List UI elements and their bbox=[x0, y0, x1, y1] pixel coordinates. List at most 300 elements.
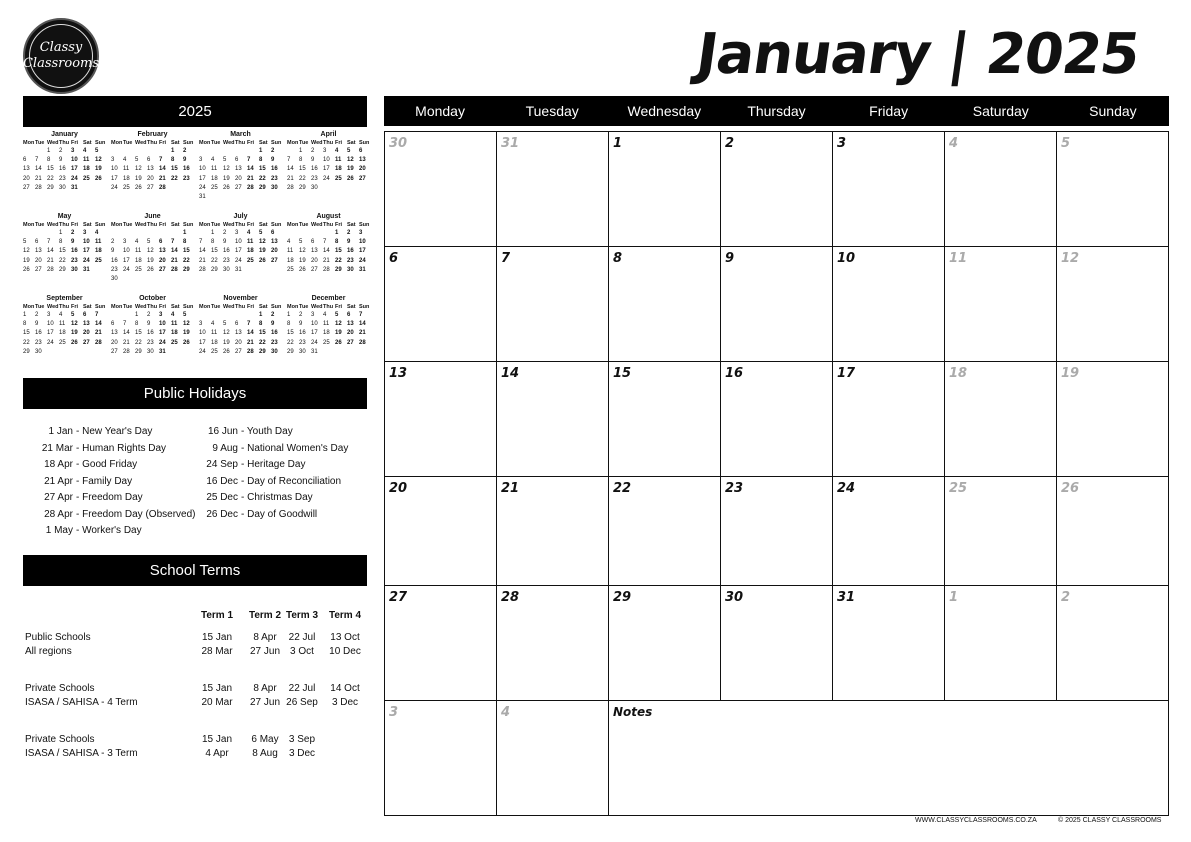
day-cell bbox=[1057, 362, 1168, 477]
mini-day-header: Sat bbox=[83, 222, 92, 228]
mini-day-header: Sat bbox=[347, 222, 356, 228]
mini-date: 16 bbox=[147, 330, 154, 337]
mini-date: 30 bbox=[111, 275, 118, 282]
holiday-name: - Family Day bbox=[76, 475, 133, 487]
day-number: 5 bbox=[1061, 136, 1071, 151]
mini-date: 9 bbox=[271, 157, 275, 164]
mini-day-headers bbox=[199, 221, 282, 229]
mini-date: 10 bbox=[111, 166, 118, 173]
mini-date: 2 bbox=[299, 312, 303, 318]
mini-dates bbox=[111, 311, 194, 357]
mini-date: 20 bbox=[147, 175, 154, 182]
mini-date: 20 bbox=[35, 257, 42, 264]
mini-date: 4 bbox=[123, 157, 127, 164]
mini-month bbox=[199, 294, 282, 357]
mini-date: 28 bbox=[247, 348, 254, 355]
mini-date: 24 bbox=[83, 257, 90, 264]
day-number: 12 bbox=[1061, 251, 1080, 266]
day-number: 13 bbox=[389, 366, 408, 381]
mini-day-header: Mon bbox=[111, 304, 123, 310]
holiday-column bbox=[31, 426, 195, 542]
mini-day-header: Tue bbox=[299, 140, 309, 146]
term-end-date: 27 Jun bbox=[249, 697, 281, 708]
mini-date: 2 bbox=[271, 312, 275, 318]
mini-date: 4 bbox=[59, 312, 63, 318]
weekday-header: Monday bbox=[415, 103, 465, 119]
term-start-date: 15 Jan bbox=[201, 734, 233, 745]
mini-date: 28 bbox=[199, 266, 206, 273]
mini-date: 30 bbox=[271, 348, 278, 355]
day-cell bbox=[497, 701, 609, 815]
mini-day-headers bbox=[23, 221, 106, 229]
mini-date: 15 bbox=[23, 330, 30, 337]
day-number: 25 bbox=[949, 481, 968, 496]
mini-date: 25 bbox=[287, 266, 294, 273]
mini-date: 22 bbox=[47, 175, 54, 182]
weekday-header: Thursday bbox=[747, 103, 806, 119]
mini-date: 9 bbox=[59, 157, 63, 164]
mini-date: 23 bbox=[111, 266, 118, 273]
mini-blank bbox=[35, 229, 47, 238]
mini-date: 27 bbox=[359, 175, 366, 182]
mini-date: 18 bbox=[287, 257, 294, 264]
mini-date: 24 bbox=[111, 184, 118, 191]
mini-date: 28 bbox=[323, 266, 330, 273]
weekday-header: Friday bbox=[869, 103, 909, 119]
mini-date: 7 bbox=[199, 239, 203, 246]
notes-area bbox=[609, 701, 1168, 815]
mini-day-header: Mon bbox=[23, 222, 35, 228]
mini-date: 28 bbox=[123, 348, 130, 355]
day-number: 6 bbox=[389, 251, 399, 266]
day-cell bbox=[833, 362, 945, 477]
term-end-date: 3 Dec bbox=[331, 697, 359, 708]
mini-date: 21 bbox=[323, 257, 330, 264]
mini-date: 12 bbox=[223, 330, 230, 337]
mini-blank bbox=[111, 229, 123, 238]
mini-date: 13 bbox=[111, 330, 118, 337]
mini-day-header: Wed bbox=[311, 304, 323, 310]
mini-blank bbox=[287, 229, 299, 238]
mini-day-header: Tue bbox=[123, 304, 133, 310]
day-number: 9 bbox=[725, 251, 735, 266]
mini-date: 5 bbox=[299, 239, 303, 246]
mini-date: 17 bbox=[83, 248, 90, 255]
mini-date: 24 bbox=[71, 175, 78, 182]
mini-date: 23 bbox=[71, 257, 78, 264]
mini-date: 20 bbox=[347, 330, 354, 337]
mini-date: 16 bbox=[347, 248, 354, 255]
day-number: 30 bbox=[389, 136, 408, 151]
mini-blank bbox=[211, 311, 223, 320]
day-number: 27 bbox=[389, 590, 408, 605]
mini-date: 27 bbox=[271, 257, 278, 264]
mini-dates bbox=[199, 229, 282, 275]
mini-month bbox=[287, 212, 370, 275]
mini-date: 2 bbox=[71, 230, 75, 236]
holiday-row bbox=[31, 509, 195, 526]
mini-date: 19 bbox=[223, 175, 230, 182]
holiday-date: 16 Jun bbox=[207, 426, 238, 437]
holiday-date: 1 May bbox=[45, 525, 73, 536]
mini-day-header: Fri bbox=[247, 140, 255, 146]
day-number: 3 bbox=[389, 705, 399, 720]
mini-day-header: Tue bbox=[299, 222, 309, 228]
holiday-date: 18 Apr bbox=[44, 459, 73, 470]
mini-date: 13 bbox=[235, 330, 242, 337]
mini-blank bbox=[123, 311, 135, 320]
mini-date: 5 bbox=[147, 239, 151, 246]
mini-day-header: Fri bbox=[335, 140, 343, 146]
day-cell bbox=[945, 247, 1057, 362]
mini-date: 20 bbox=[83, 330, 90, 337]
mini-date: 15 bbox=[287, 330, 294, 337]
mini-date: 11 bbox=[211, 330, 218, 337]
day-cell bbox=[497, 132, 609, 247]
mini-date: 12 bbox=[335, 321, 342, 328]
mini-date: 23 bbox=[347, 257, 354, 264]
mini-date: 6 bbox=[359, 148, 363, 154]
mini-date: 12 bbox=[183, 321, 190, 328]
day-number: 28 bbox=[501, 590, 520, 605]
mini-date: 26 bbox=[183, 339, 190, 346]
mini-date: 25 bbox=[59, 339, 66, 346]
day-number: 24 bbox=[837, 481, 856, 496]
mini-date: 11 bbox=[247, 239, 254, 246]
mini-date: 18 bbox=[135, 257, 142, 264]
day-number: 31 bbox=[501, 136, 520, 151]
mini-date: 17 bbox=[323, 166, 330, 173]
holiday-row bbox=[31, 426, 195, 443]
day-number: 4 bbox=[501, 705, 511, 720]
mini-date: 12 bbox=[71, 321, 78, 328]
mini-date: 12 bbox=[223, 166, 230, 173]
day-cell bbox=[721, 477, 833, 586]
mini-month bbox=[23, 212, 106, 275]
mini-date: 11 bbox=[83, 157, 90, 164]
mini-blank bbox=[247, 147, 259, 156]
mini-day-header: Mon bbox=[23, 140, 35, 146]
mini-date: 11 bbox=[95, 239, 102, 246]
mini-date: 26 bbox=[299, 266, 306, 273]
mini-date: 8 bbox=[299, 157, 303, 164]
mini-date: 27 bbox=[235, 348, 242, 355]
mini-date: 29 bbox=[59, 266, 66, 273]
day-number: 15 bbox=[613, 366, 632, 381]
term-start-date: 6 May bbox=[251, 734, 279, 745]
mini-date: 18 bbox=[83, 166, 90, 173]
mini-month bbox=[111, 212, 194, 284]
mini-date: 1 bbox=[23, 312, 27, 318]
mini-dates bbox=[111, 229, 194, 284]
mini-date: 1 bbox=[171, 148, 175, 154]
mini-day-header: Wed bbox=[135, 304, 147, 310]
mini-date: 25 bbox=[171, 339, 178, 346]
mini-date: 24 bbox=[159, 339, 166, 346]
mini-month-name: March bbox=[230, 131, 251, 138]
mini-day-header: Mon bbox=[287, 304, 299, 310]
mini-day-header: Wed bbox=[47, 222, 59, 228]
mini-date: 4 bbox=[95, 230, 99, 236]
mini-date: 3 bbox=[311, 312, 315, 318]
mini-date: 14 bbox=[47, 248, 54, 255]
holiday-name: - Heritage Day bbox=[241, 459, 306, 470]
mini-dates bbox=[287, 229, 370, 275]
mini-date: 28 bbox=[247, 184, 254, 191]
mini-date: 27 bbox=[83, 339, 90, 346]
mini-day-header: Sat bbox=[171, 140, 180, 146]
mini-date: 14 bbox=[199, 248, 206, 255]
mini-dates bbox=[23, 229, 106, 275]
mini-date: 6 bbox=[159, 239, 163, 246]
mini-day-headers bbox=[111, 303, 194, 311]
mini-day-header: Sat bbox=[347, 304, 356, 310]
mini-blank bbox=[199, 311, 211, 320]
mini-date: 15 bbox=[171, 166, 178, 173]
mini-day-header: Thu bbox=[59, 304, 70, 310]
holiday-row bbox=[31, 492, 195, 509]
mini-day-header: Tue bbox=[299, 304, 309, 310]
day-cell bbox=[497, 586, 609, 701]
mini-day-header: Wed bbox=[223, 222, 235, 228]
mini-date: 7 bbox=[47, 239, 51, 246]
mini-day-header: Mon bbox=[199, 304, 211, 310]
mini-date: 21 bbox=[47, 257, 54, 264]
mini-date: 23 bbox=[311, 175, 318, 182]
mini-day-header: Fri bbox=[335, 304, 343, 310]
mini-date: 17 bbox=[199, 339, 206, 346]
mini-date: 29 bbox=[299, 184, 306, 191]
mini-date: 26 bbox=[223, 348, 230, 355]
mini-dates bbox=[287, 147, 370, 193]
mini-date: 8 bbox=[259, 157, 263, 164]
mini-day-header: Mon bbox=[199, 222, 211, 228]
mini-day-header: Mon bbox=[199, 140, 211, 146]
mini-date: 26 bbox=[335, 339, 342, 346]
holiday-row bbox=[31, 476, 195, 493]
mini-date: 5 bbox=[23, 239, 27, 246]
mini-date: 27 bbox=[347, 339, 354, 346]
day-number: 20 bbox=[389, 481, 408, 496]
mini-date: 12 bbox=[259, 239, 266, 246]
mini-blank bbox=[159, 229, 171, 238]
mini-date: 18 bbox=[171, 330, 178, 337]
holiday-row bbox=[31, 525, 195, 542]
mini-blank bbox=[147, 229, 159, 238]
mini-day-headers bbox=[23, 139, 106, 147]
holiday-row bbox=[203, 426, 348, 443]
mini-date: 18 bbox=[123, 175, 130, 182]
mini-day-header: Sat bbox=[171, 222, 180, 228]
mini-date: 5 bbox=[347, 148, 351, 154]
day-cell bbox=[1057, 132, 1168, 247]
mini-date: 24 bbox=[311, 339, 318, 346]
term-group-sublabel: All regions bbox=[25, 646, 72, 657]
mini-date: 4 bbox=[135, 239, 139, 246]
mini-date: 27 bbox=[23, 184, 30, 191]
mini-date: 14 bbox=[247, 330, 254, 337]
mini-day-headers bbox=[199, 139, 282, 147]
mini-date: 16 bbox=[59, 166, 66, 173]
mini-date: 22 bbox=[299, 175, 306, 182]
mini-day-header: Mon bbox=[287, 222, 299, 228]
weekday-header: Tuesday bbox=[525, 103, 579, 119]
mini-date: 21 bbox=[247, 175, 254, 182]
mini-date: 16 bbox=[35, 330, 42, 337]
day-cell bbox=[497, 247, 609, 362]
mini-date: 25 bbox=[323, 339, 330, 346]
mini-date: 7 bbox=[35, 157, 39, 164]
mini-date: 30 bbox=[223, 266, 230, 273]
mini-day-header: Tue bbox=[211, 140, 221, 146]
mini-date: 31 bbox=[71, 184, 78, 191]
mini-day-header: Sun bbox=[271, 140, 282, 146]
mini-date: 22 bbox=[287, 339, 294, 346]
holiday-name: - Day of Reconciliation bbox=[241, 475, 342, 487]
mini-date: 28 bbox=[287, 184, 294, 191]
day-number: 29 bbox=[613, 590, 632, 605]
mini-day-header: Sat bbox=[171, 304, 180, 310]
day-cell bbox=[721, 586, 833, 701]
mini-dates bbox=[23, 147, 106, 193]
day-cell bbox=[833, 586, 945, 701]
day-cell bbox=[833, 477, 945, 586]
mini-date: 28 bbox=[359, 339, 366, 346]
mini-date: 14 bbox=[95, 321, 102, 328]
mini-day-header: Wed bbox=[223, 140, 235, 146]
mini-date: 11 bbox=[123, 166, 130, 173]
mini-date: 19 bbox=[23, 257, 30, 264]
mini-day-header: Tue bbox=[123, 222, 133, 228]
mini-month-name: December bbox=[311, 295, 346, 302]
mini-date: 12 bbox=[23, 248, 30, 255]
term-end-date: 20 Mar bbox=[201, 697, 233, 708]
mini-blank bbox=[159, 147, 171, 156]
mini-date: 28 bbox=[35, 184, 42, 191]
mini-date: 8 bbox=[183, 239, 187, 246]
mini-date: 13 bbox=[271, 239, 278, 246]
mini-date: 30 bbox=[71, 266, 78, 273]
mini-day-headers bbox=[287, 139, 370, 147]
mini-date: 15 bbox=[183, 248, 190, 255]
mini-date: 24 bbox=[199, 184, 206, 191]
mini-blank bbox=[111, 147, 123, 156]
mini-date: 30 bbox=[347, 266, 354, 273]
mini-day-header: Tue bbox=[35, 140, 45, 146]
logo-line2: Classrooms bbox=[22, 56, 100, 71]
mini-date: 6 bbox=[111, 321, 115, 328]
mini-date: 7 bbox=[171, 239, 175, 246]
mini-date: 22 bbox=[171, 175, 178, 182]
day-cell bbox=[609, 477, 721, 586]
mini-date: 26 bbox=[135, 184, 142, 191]
page-title: January | 2025 bbox=[692, 22, 1144, 87]
mini-month bbox=[287, 294, 370, 357]
mini-date: 19 bbox=[347, 166, 354, 173]
holiday-date: 9 Aug bbox=[212, 442, 238, 454]
term-column-header: Term 4 bbox=[328, 610, 362, 621]
mini-day-header: Thu bbox=[323, 222, 334, 228]
day-number: 2 bbox=[725, 136, 735, 151]
mini-date: 7 bbox=[247, 321, 251, 328]
day-number: 8 bbox=[613, 251, 623, 266]
mini-date: 2 bbox=[311, 148, 315, 154]
holiday-row bbox=[203, 443, 348, 460]
mini-date: 21 bbox=[247, 339, 254, 346]
term-start-date: 14 Oct bbox=[330, 683, 360, 694]
mini-date: 15 bbox=[59, 248, 66, 255]
mini-date: 22 bbox=[259, 339, 266, 346]
mini-date: 1 bbox=[287, 312, 291, 318]
mini-date: 10 bbox=[159, 321, 166, 328]
mini-month-name: November bbox=[223, 295, 258, 302]
mini-date: 28 bbox=[47, 266, 54, 273]
mini-date: 24 bbox=[359, 257, 366, 264]
day-cell bbox=[721, 362, 833, 477]
mini-month bbox=[23, 130, 106, 193]
mini-date: 22 bbox=[335, 257, 342, 264]
mini-date: 30 bbox=[299, 348, 306, 355]
mini-date: 2 bbox=[111, 239, 115, 246]
mini-date: 9 bbox=[271, 321, 275, 328]
mini-dates bbox=[111, 147, 194, 193]
mini-date: 28 bbox=[171, 266, 178, 273]
mini-day-header: Thu bbox=[235, 304, 246, 310]
mini-date: 18 bbox=[323, 330, 330, 337]
mini-date: 10 bbox=[199, 166, 206, 173]
mini-date: 14 bbox=[171, 248, 178, 255]
mini-date: 25 bbox=[211, 348, 218, 355]
mini-date: 11 bbox=[171, 321, 178, 328]
mini-date: 16 bbox=[71, 248, 78, 255]
mini-date: 12 bbox=[347, 157, 354, 164]
term-group-label: Public Schools bbox=[25, 632, 91, 643]
mini-date: 1 bbox=[299, 148, 303, 154]
mini-day-header: Mon bbox=[23, 304, 35, 310]
day-number: 30 bbox=[725, 590, 744, 605]
mini-date: 8 bbox=[335, 239, 339, 246]
mini-day-header: Thu bbox=[323, 140, 334, 146]
mini-date: 3 bbox=[199, 321, 203, 328]
mini-date: 8 bbox=[259, 321, 263, 328]
mini-day-header: Sun bbox=[95, 222, 106, 228]
mini-date: 24 bbox=[235, 257, 242, 264]
mini-date: 21 bbox=[359, 330, 366, 337]
mini-date: 17 bbox=[359, 248, 366, 255]
mini-date: 24 bbox=[199, 348, 206, 355]
mini-date: 26 bbox=[95, 175, 102, 182]
mini-date: 1 bbox=[259, 148, 263, 154]
day-number: 16 bbox=[725, 366, 744, 381]
mini-day-header: Fri bbox=[71, 140, 79, 146]
mini-date: 29 bbox=[135, 348, 142, 355]
day-cell bbox=[385, 132, 497, 247]
mini-date: 22 bbox=[211, 257, 218, 264]
mini-date: 13 bbox=[159, 248, 166, 255]
mini-date: 27 bbox=[147, 184, 154, 191]
mini-date: 16 bbox=[271, 330, 278, 337]
mini-date: 10 bbox=[123, 248, 130, 255]
day-cell bbox=[609, 586, 721, 701]
mini-day-header: Sat bbox=[259, 222, 268, 228]
holiday-date: 25 Dec bbox=[206, 492, 238, 503]
mini-date: 14 bbox=[159, 166, 166, 173]
mini-date: 17 bbox=[111, 175, 118, 182]
mini-date: 6 bbox=[83, 312, 87, 318]
mini-date: 26 bbox=[71, 339, 78, 346]
mini-date: 10 bbox=[323, 157, 330, 164]
mini-date: 14 bbox=[287, 166, 294, 173]
